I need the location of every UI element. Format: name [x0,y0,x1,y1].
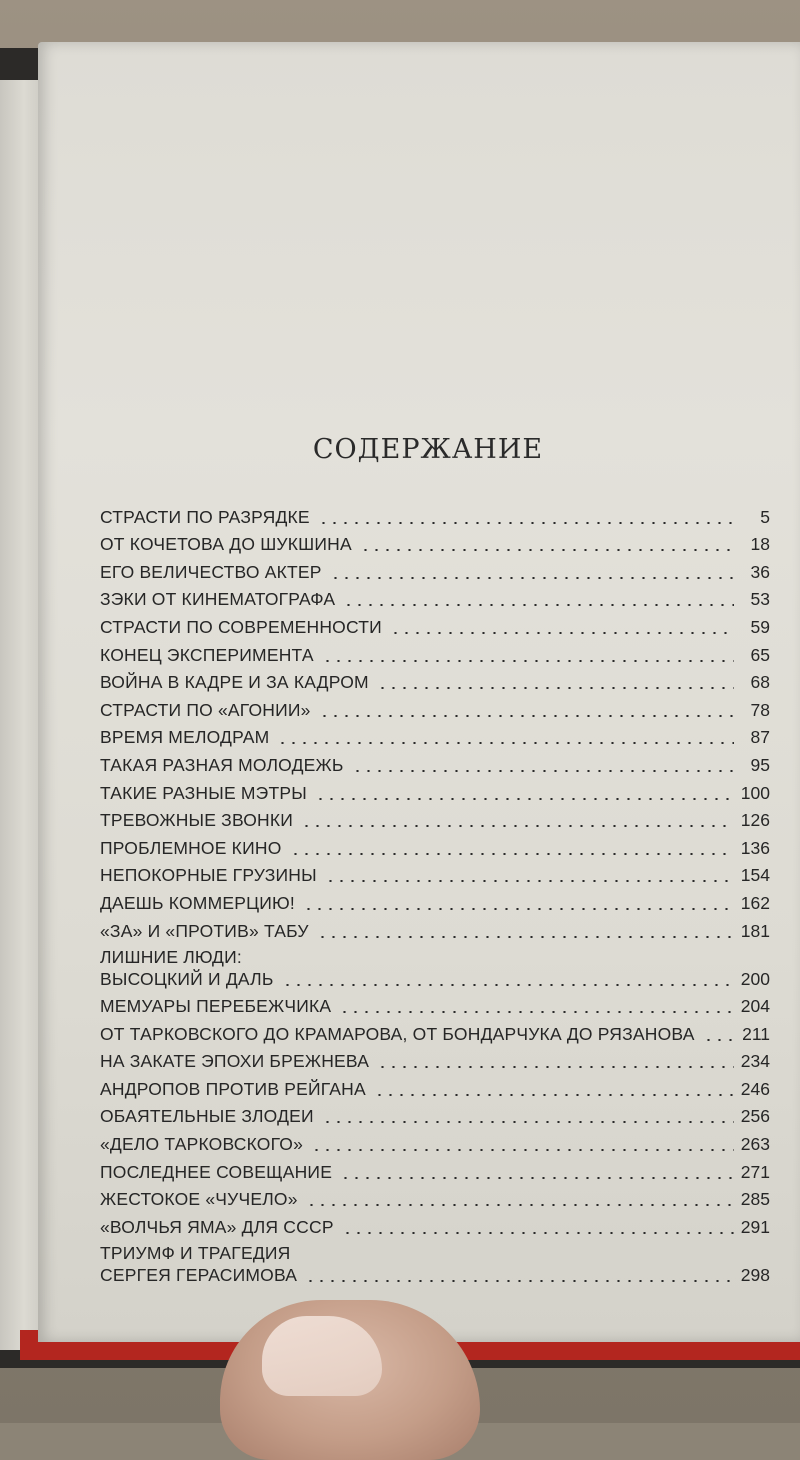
toc-leader-dots [305,1280,734,1282]
toc-entry-title-line: ОТ КОЧЕТОВА ДО ШУКШИНА [100,534,352,555]
toc-entry-page: 126 [740,810,770,831]
toc-entry [100,748,770,776]
toc-entry-title-line: ТАКИЕ РАЗНЫЕ МЭТРЫ [100,782,307,803]
toc-entry-title-line: ЕГО ВЕЛИЧЕСТВО АКТЕР [100,561,322,582]
toc-leader-dots [352,770,734,772]
toc-entry-title-line: СТРАСТИ ПО «АГОНИИ» [100,699,311,720]
toc-entry-page: 181 [740,920,770,941]
toc-entry-page: 59 [750,616,770,637]
toc-leader-dots [311,1149,734,1151]
toc-entry-title [100,1023,695,1045]
toc-leader-dots [306,1204,734,1206]
toc-entry-title [100,726,269,748]
toc-entry [100,721,770,749]
toc-entry-page: 154 [740,865,770,886]
toc-entry-title [100,1242,297,1286]
toc-entry-title [100,1188,298,1210]
toc-leader-dots [377,687,734,689]
toc-entry-title-line: ТРИУМФ И ТРАГЕДИЯ [100,1242,291,1263]
toc-entry [100,1155,770,1183]
toc-entry-page: 162 [740,892,770,913]
toc-entry-title-line: СТРАСТИ ПО РАЗРЯДКЕ [100,506,310,527]
toc-entry-title-line: СЕРГЕЯ ГЕРАСИМОВА [100,1264,298,1285]
toc-leader-dots [318,522,734,524]
book-page [38,42,800,1342]
toc-entry-title [100,920,309,942]
toc-entry [100,1127,770,1155]
toc-entry [100,914,770,942]
toc-entry-title-line: ТРЕВОЖНЫЕ ЗВОНКИ [100,810,294,831]
toc-entry [100,831,770,859]
toc-entry-title-line: ТАКАЯ РАЗНАЯ МОЛОДЕЖЬ [100,754,344,775]
toc-entry [100,1183,770,1211]
toc-entry-title [100,864,317,886]
toc-entry [100,942,770,990]
toc-entry-page: 78 [750,699,770,720]
toc-leader-dots [360,549,734,551]
toc-entry-title [100,533,352,555]
toc-entry [100,886,770,914]
toc-entry-title [100,1133,303,1155]
toc-entry-title-line: ОБАЯТЕЛЬНЫЕ ЗЛОДЕИ [100,1106,314,1127]
toc-entry-page: 87 [750,727,770,748]
toc-entry [100,610,770,638]
toc-entry-page: 285 [740,1189,770,1210]
toc-entry-page: 136 [740,837,770,858]
toc-entry-title [100,671,369,693]
toc-entry-title-line: ЛИШНИЕ ЛЮДИ: [100,946,242,967]
toc-entry-page: 246 [740,1078,770,1099]
toc-entry [100,1100,770,1128]
toc-entry-title-line: «ДЕЛО ТАРКОВСКОГО» [100,1134,304,1155]
toc-leader-dots [301,825,734,827]
toc-entry-page: 298 [740,1264,770,1285]
toc-entry-title-line: СТРАСТИ ПО СОВРЕМЕННОСТИ [100,616,382,637]
table-of-contents [100,500,770,1286]
toc-entry-page: 256 [740,1106,770,1127]
toc-entry [100,1045,770,1073]
toc-entry-title-line: ЖЕСТОКОЕ «ЧУЧЕЛО» [100,1189,298,1210]
toc-entry-title [100,616,382,638]
toc-entry [100,859,770,887]
toc-entry-title [100,892,295,914]
toc-entry-title [100,946,274,990]
toc-entry-title [100,1078,366,1100]
toc-entry-title-line: «ВОЛЧЬЯ ЯМА» ДЛЯ СССР [100,1216,334,1237]
toc-entry-page: 18 [750,534,770,555]
toc-entry-page: 211 [742,1023,770,1044]
toc-entry-title-line: ОТ ТАРКОВСКОГО ДО КРАМАРОВА, ОТ БОНДАРЧУКА ДО РЯЗАНОВА [100,1023,695,1044]
toc-leader-dots [282,984,734,986]
toc-entry-page: 53 [750,589,770,610]
toc-entry [100,638,770,666]
toc-leader-dots [322,1121,734,1123]
toc-entry-page: 5 [760,506,770,527]
toc-leader-dots [342,1232,734,1234]
toc-entry-title [100,837,282,859]
toc-leader-dots [290,853,734,855]
toc-heading: СОДЕРЖАНИЕ [312,434,544,465]
toc-leader-dots [319,715,734,717]
toc-entry [100,1210,770,1238]
toc-entry-page: 291 [740,1216,770,1237]
toc-entry-title [100,1216,334,1238]
toc-entry [100,990,770,1018]
toc-entry-title [100,644,314,666]
toc-leader-dots [339,1011,734,1013]
toc-entry-title-line: НА ЗАКАТЕ ЭПОХИ БРЕЖНЕВА [100,1051,370,1072]
toc-leader-dots [325,880,734,882]
toc-entry [100,804,770,832]
toc-leader-dots [315,798,734,800]
toc-entry-title [100,754,344,776]
toc-leader-dots [317,936,734,938]
toc-entry [100,583,770,611]
toc-entry-title [100,1161,332,1183]
toc-entry [100,500,770,528]
toc-entry-page: 204 [740,996,770,1017]
toc-entry [100,776,770,804]
toc-entry-title-line: ДАЕШЬ КОММЕРЦИЮ! [100,892,295,913]
toc-entry-page: 100 [740,782,770,803]
toc-entry-title-line: МЕМУАРЫ ПЕРЕБЕЖЧИКА [100,996,332,1017]
toc-leader-dots [374,1094,734,1096]
toc-entry-page: 65 [750,644,770,665]
toc-entry [100,1238,770,1286]
toc-entry-title [100,809,293,831]
toc-leader-dots [343,604,734,606]
toc-entry [100,555,770,583]
toc-entry-title-line: АНДРОПОВ ПРОТИВ РЕЙГАНА [100,1078,366,1099]
toc-leader-dots [303,908,734,910]
toc-entry-title [100,506,310,528]
toc-entry [100,1017,770,1045]
toc-entry-title-line: ВРЕМЯ МЕЛОДРАМ [100,727,270,748]
toc-entry [100,693,770,721]
toc-entry-page: 68 [750,672,770,693]
toc-entry-title-line: ВОЙНА В КАДРЕ И ЗА КАДРОМ [100,672,369,693]
toc-entry-title-line: КОНЕЦ ЭКСПЕРИМЕНТА [100,644,314,665]
toc-leader-dots [390,632,734,634]
toc-entry-page: 36 [750,561,770,582]
toc-leader-dots [340,1177,734,1179]
toc-entry-title [100,1050,369,1072]
toc-leader-dots [377,1066,734,1068]
toc-leader-dots [277,742,734,744]
toc-entry-title [100,995,331,1017]
toc-entry-title-line: ПРОБЛЕМНОЕ КИНО [100,837,282,858]
toc-entry-title-line: НЕПОКОРНЫЕ ГРУЗИНЫ [100,865,317,886]
toc-leader-dots [322,660,734,662]
toc-entry-title-line: ЗЭКИ ОТ КИНЕМАТОГРАФА [100,589,336,610]
toc-leader-dots [703,1039,734,1041]
toc-entry-page: 234 [740,1051,770,1072]
toc-entry-title [100,588,335,610]
toc-entry-page: 263 [740,1134,770,1155]
toc-entry-title-line: ВЫСОЦКИЙ И ДАЛЬ [100,968,274,989]
toc-entry-title [100,782,307,804]
toc-entry-page: 95 [750,754,770,775]
toc-leader-dots [330,577,734,579]
toc-entry [100,666,770,694]
toc-entry-title [100,699,311,721]
toc-entry [100,1072,770,1100]
toc-entry-title-line: «ЗА» И «ПРОТИВ» ТАБУ [100,920,309,941]
page-stack-edge [0,80,40,1350]
toc-entry-page: 271 [740,1161,770,1182]
toc-entry-title-line: ПОСЛЕДНЕЕ СОВЕЩАНИЕ [100,1161,333,1182]
toc-entry-title [100,1105,314,1127]
toc-entry-title [100,561,322,583]
toc-entry [100,528,770,556]
toc-entry-page: 200 [740,968,770,989]
